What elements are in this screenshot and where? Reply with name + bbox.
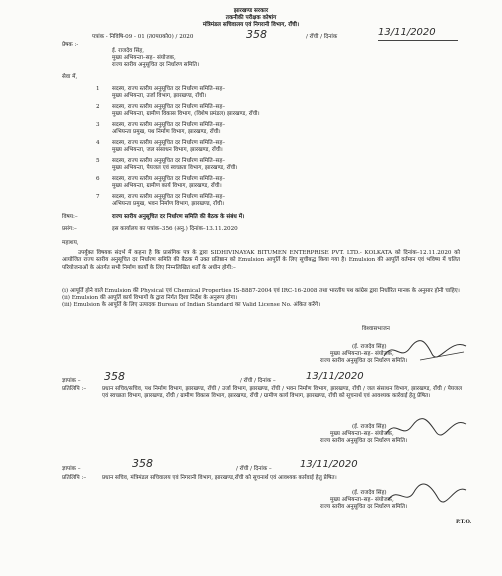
recipient-line2: मुख्य अभियन्ता, ग्रामीण विकास विभाग, (विशेष प्रमंडल) झारखण्ड, राँची।: [112, 111, 260, 117]
copy-label: प्रतिलिपि :–: [62, 386, 87, 392]
condition-num: (i): [62, 288, 69, 294]
recipient-num: 2: [96, 104, 100, 110]
recipient-line2: मुख्य अभियन्ता, पेयजल एवं स्वच्छता विभाग, झारखण्ड, राँची।: [112, 165, 238, 171]
memo-date: 13/11/2020: [300, 459, 358, 470]
recipient-num: 7: [96, 194, 100, 200]
ranchi-dinank-label: / राँची / दिनांक –: [240, 378, 276, 384]
condition-num: (ii): [62, 295, 70, 302]
header-cell: तकनीकी परीक्षक कोषांग: [225, 15, 277, 21]
to-label: सेवा में,: [62, 74, 78, 80]
condition-text: आपूर्ति होने वाले Emulsion की Physical एवं Chemical Properties IS-8887-2004 एवं IRC-16-2008 तथा भारतीय पथ कांग्रेस द्वारा निर्धारित मानक के अनुसार होनी चाहिए।: [69, 288, 460, 294]
memo-number: 358: [104, 370, 125, 383]
recipient-line1: सदस्य, राज्य स्तरीय अनुसूचित दर निर्धारण समिति–सह–: [112, 158, 226, 164]
yours-faithfully: विश्वासभाजन: [362, 326, 390, 332]
recipient-line1: सदस्य, राज्य स्तरीय अनुसूचित दर निर्धारण समिति–सह–: [112, 122, 226, 128]
sender-name: ई. राजदेव सिंह,: [112, 48, 145, 54]
body-paragraph: उपर्युक्त विषयक संदर्भ में कहना है कि प्रासंगिक पत्र के द्वारा SIDHIVINAYAK BITUMEN ENTERPRISE PVT. LTD.- KOLKATA को दिनांक–12.11.2020 को आयोजित राज्य स्तरीय अनुसूचित दर निर्धारण समिति की बैठक में उक्त प्रतिष्ठान को Emulsion आपूर्ति के लिए सूचीबद्ध किया गया है। Emulsion की आपूर्ति वर्तमान एवं भविष्य में चलित परियोजनाओं के अंतर्गत सभी निर्माण कार्यों के लिए निम्नलिखित शर्तों के अधीन होगी:–: [62, 250, 460, 271]
reference-text: इस कार्यालय का पत्रांक–356 (अनु.) दिनांक–13.11.2020: [112, 226, 238, 232]
condition-num: (iii): [62, 302, 72, 309]
condition-text: Emulsion के आपूर्ति के लिए उत्पादक Bureau of Indian Standard का Valid License No. अंकित करेंगे।: [73, 302, 321, 309]
copy-label: प्रतिलिपि :–: [62, 475, 87, 481]
recipient-num: 3: [96, 122, 100, 128]
sender-label: प्रेषक :-: [62, 42, 79, 48]
pto-note: P.T.O.: [456, 519, 472, 525]
signatory-name: (ई. राजदेव सिंह): [352, 490, 387, 496]
copy-text: प्रधान सचिव/सचिव, पथ निर्माण विभाग, झारखण्ड, राँची / उर्जा विभाग, झारखण्ड, राँची / भवन निर्माण विभाग, झारखण्ड, राँची / जल संसाधन विभाग, झारखण्ड, राँची / पेयजल एवं स्वच्छता विभाग, झारखण्ड, राँची / ग्रामीण विकास विभाग, झारखण्ड, राँची / ग्रामीण कार्य विभाग, झारखण्ड, राँची को सूचनार्थ एवं आवश्यक कार्रवाई हेतु प्रेषित।: [102, 386, 462, 400]
subject-label: विषय:–: [62, 214, 78, 220]
header-gov: झारखण्ड सरकार: [233, 8, 269, 14]
recipient-line2: मुख्य अभियन्ता, उर्जा विभाग, झारखण्ड, राँची।: [112, 93, 207, 99]
recipient-line2: अभियन्ता प्रमुख, पथ निर्माण विभाग, झारखण्ड, राँची।: [112, 129, 221, 135]
ranchi-dinank-label: / राँची / दिनांक –: [236, 466, 272, 472]
recipient-line1: सदस्य, राज्य स्तरीय अनुसूचित दर निर्धारण समिति–सह–: [112, 140, 226, 146]
memo-label: ज्ञापांक –: [62, 378, 81, 384]
salutation: महाशय,: [62, 240, 79, 246]
recipient-num: 5: [96, 158, 100, 164]
signatory-name: (ई. राजदेव सिंह): [352, 424, 387, 430]
recipient-line1: सदस्य, राज्य स्तरीय अनुसूचित दर निर्धारण समिति–सह–: [112, 86, 226, 92]
signatory-name: (ई. राजदेव सिंह): [352, 344, 387, 350]
subject-text: राज्य स्तरीय अनुसूचित दर निर्धारण समिति की बैठक के संबंध में।: [112, 214, 245, 220]
signatory-designation: मुख्य अभियन्ता–सह– संयोजक,: [330, 351, 394, 357]
recipient-num: 6: [96, 176, 100, 182]
recipient-line2: मुख्य अभियन्ता, जल संसाधन विभाग, झारखण्ड, राँची।: [112, 147, 223, 153]
recipient-line2: मुख्य अभियन्ता, ग्रामीण कार्य विभाग, झारखण्ड, राँची।: [112, 183, 222, 189]
signatory-committee: राज्य स्तरीय अनुसूचित दर निर्धारण समिति।: [320, 504, 408, 510]
sender-designation: मुख्य अभियन्ता–सह– संयोजक,: [112, 55, 176, 61]
sender-committee: राज्य स्तरीय अनुसूचित दर निर्धारण समिति।: [112, 62, 200, 68]
reference-label: प्रसंग:–: [62, 226, 77, 232]
condition-text: Emulsion की आपूर्ति कार्य विभागों के द्वारा निर्गत दिशा निर्देश के अनुरूप होगा।: [71, 295, 238, 302]
recipient-line2: अभियन्ता प्रमुख, भवन निर्माण विभाग, झारखण्ड, राँची।: [112, 201, 225, 207]
recipient-num: 4: [96, 140, 100, 146]
signatory-committee: राज्य स्तरीय अनुसूचित दर निर्धारण समिति।: [320, 358, 408, 364]
memo-label: ज्ञापांक –: [62, 466, 81, 472]
signatory-designation: मुख्य अभियन्ता–सह– संयोजक,: [330, 497, 394, 503]
condition-item: [62, 302, 460, 309]
conditions-list: [62, 288, 460, 310]
signatory-designation: मुख्य अभियन्ता–सह– संयोजक,: [330, 431, 394, 437]
letter-number-label: पत्रांक - निविषि-09 - 01 (त0प0को0) / 2020: [92, 34, 194, 40]
recipient-num: 1: [96, 86, 100, 92]
header-dept: मंत्रिमंडल सचिवालय एवं निगरानी विभाग, राँची।: [202, 22, 300, 28]
letter-date: 13/11/2020: [378, 27, 436, 38]
ranchi-dinank-label: / राँची / दिनांक: [306, 34, 338, 40]
letter-number: 358: [246, 28, 267, 41]
signatory-committee: राज्य स्तरीय अनुसूचित दर निर्धारण समिति।: [320, 438, 408, 444]
recipient-line1: सदस्य, राज्य स्तरीय अनुसूचित दर निर्धारण समिति–सह–: [112, 104, 226, 110]
recipient-line1: सदस्य, राज्य स्तरीय अनुसूचित दर निर्धारण समिति–सह–: [112, 194, 226, 200]
memo-date: 13/11/2020: [306, 371, 364, 382]
memo-number: 358: [132, 457, 153, 470]
date-underline: [378, 40, 458, 41]
recipient-line1: सदस्य, राज्य स्तरीय अनुसूचित दर निर्धारण समिति–सह–: [112, 176, 226, 182]
copy-text: प्रधान सचिव, मंत्रिमंडल सचिवालय एवं निगरानी विभाग, झारखण्ड,राँची को सूचनार्थ एवं आवश्यक कार्रवाई हेतु प्रेषित।: [102, 475, 337, 481]
